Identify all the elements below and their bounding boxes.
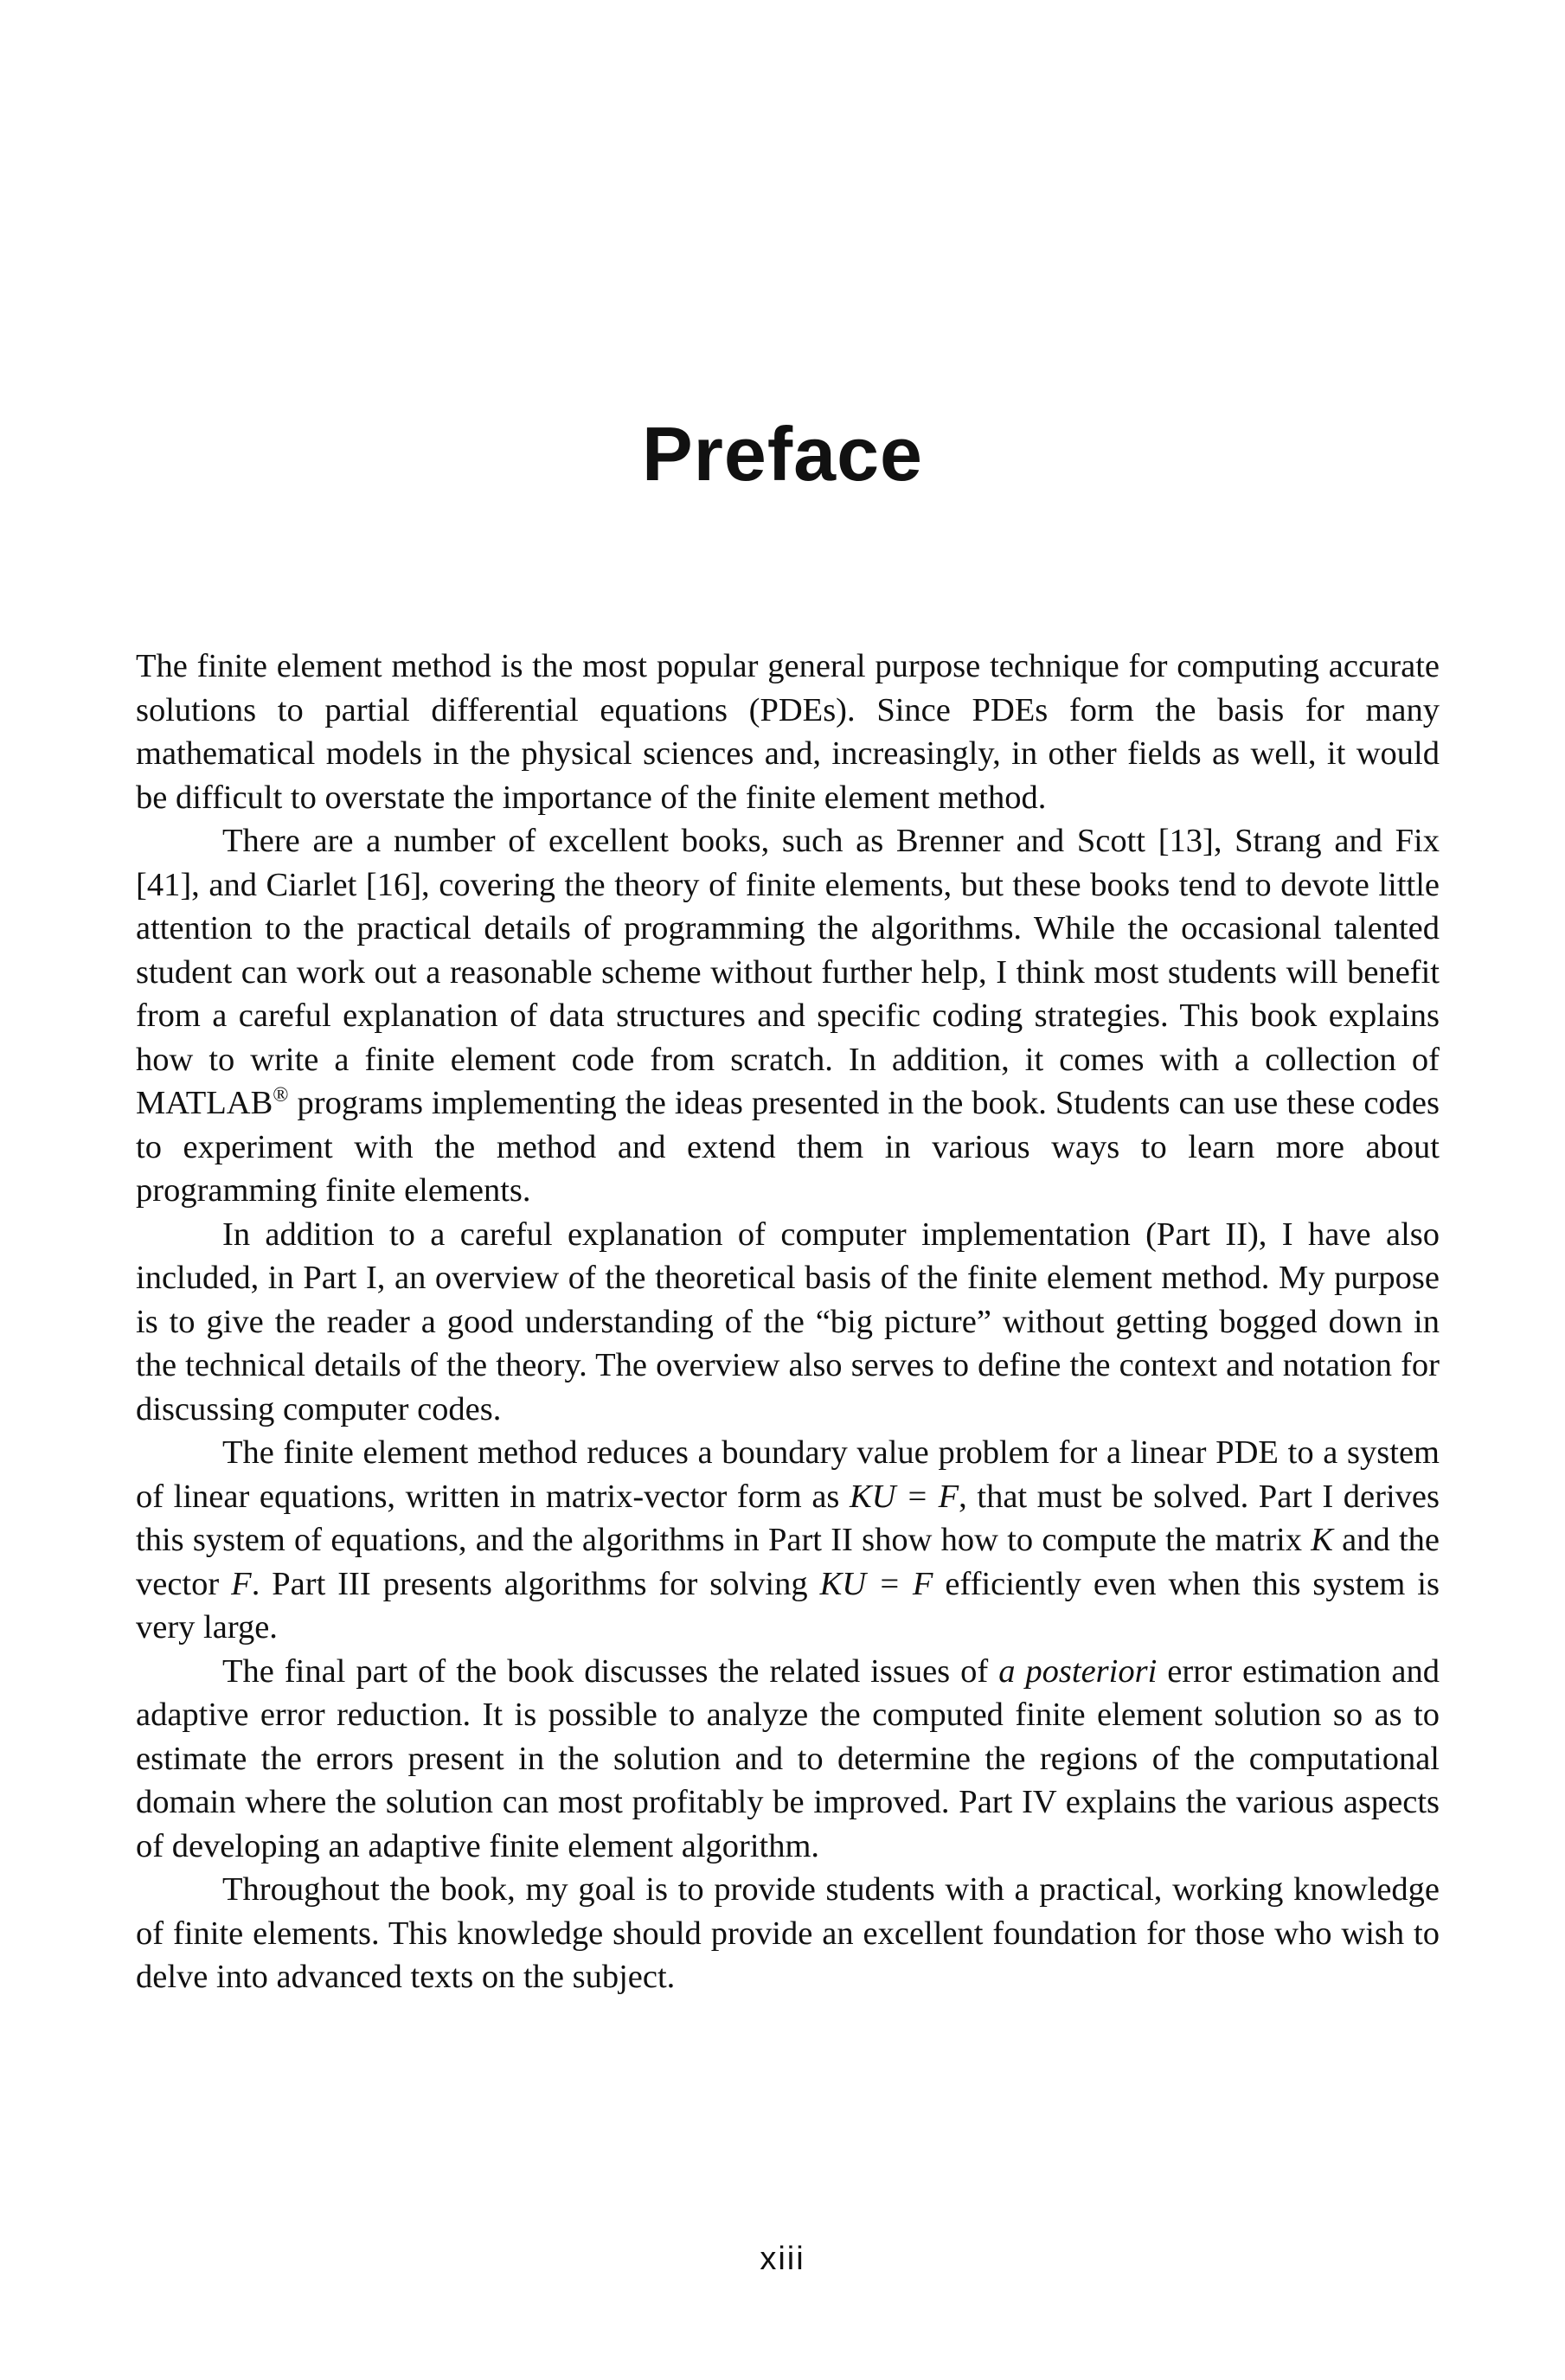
paragraph-4-text-e: efficiently even when this system is very large.: [136, 1565, 1440, 1645]
paragraph-3: In addition to a careful explanation of computer implementation (Part II), I have also included, in Part I, an overview of the theoretical basis of the finite element method. My purpose is to give the reader a good understanding of the “big picture” without getting bogged down in the technical details of the theory. The overview also serves to define the context and notation for discussing computer codes.: [136, 1216, 1440, 1427]
a-posteriori-term: a posteriori: [998, 1652, 1158, 1690]
equation-ku-f-2: KU = F: [819, 1565, 933, 1602]
equation-ku-f: KU = F: [850, 1478, 959, 1515]
paragraph-4-text-a: The finite element method reduces a boundary value problem for a linear PDE to a system of linear equations, written in matrix-vector form as: [136, 1434, 1440, 1515]
paragraph-4: [136, 1431, 1440, 1650]
paragraph-2-text-b: programs implementing the ideas presented in the book. Students can use these codes to experiment with the method and extend them in various ways to learn more about programming finite elements.: [136, 1085, 1440, 1209]
preface-body: [136, 645, 1440, 1999]
paragraph-6: Throughout the book, my goal is to provide students with a practical, working knowledge of finite elements. This knowledge should provide an excellent foundation for those who wish to delve into advanced texts on the subject.: [136, 1871, 1440, 1995]
paragraph-5: [136, 1650, 1440, 1869]
paragraph-4-text-c: and the vector: [136, 1522, 1440, 1602]
paragraph-2-text-a: There are a number of excellent books, such as Brenner and Scott [13], Strang and Fix [41], and Ciarlet [16], covering the theory of finite elements, but these books tend to devote little attention to the practical details of programming the algorithms. While the occasional talented student can work out a reasonable scheme without further help, I think most students will benefit from a careful explanation of data structures and specific coding strategies. This book explains how to write a finite element code from scratch. In addition, it comes with a collection of MATLAB: [136, 823, 1440, 1121]
paragraph-5-text-b: error estimation and adaptive error reduction. It is possible to analyze the computed finite element solution so as to estimate the errors present in the solution and to determine the regions of the computational domain where the solution can most profitably be improved. Part IV explains the various aspects of developing an adaptive finite element algorithm.: [136, 1652, 1440, 1864]
paragraph-4-text-d: . Part III presents algorithms for solving: [251, 1565, 820, 1602]
paragraph-1: The finite element method is the most popular general purpose technique for computing accurate solutions to partial differential equations (PDEs). Since PDEs form the basis for many mathematical models in the physical sciences and, increasingly, in other fields as well, it would be difficult to overstate the importance of the finite element method.: [136, 648, 1440, 816]
paragraph-2: [136, 819, 1440, 1213]
vector-f: F: [231, 1565, 252, 1602]
page-number: xiii: [760, 2241, 805, 2277]
registered-mark: ®: [273, 1084, 289, 1107]
paragraph-5-text-a: The final part of the book discusses the related issues of: [222, 1652, 999, 1690]
matrix-k: K: [1311, 1522, 1333, 1558]
paragraph-4-text-b: , that must be solved. Part I derives this system of equations, and the algorithms in Part II show how to compute the matrix: [136, 1478, 1440, 1558]
page-title: Preface: [641, 411, 923, 497]
